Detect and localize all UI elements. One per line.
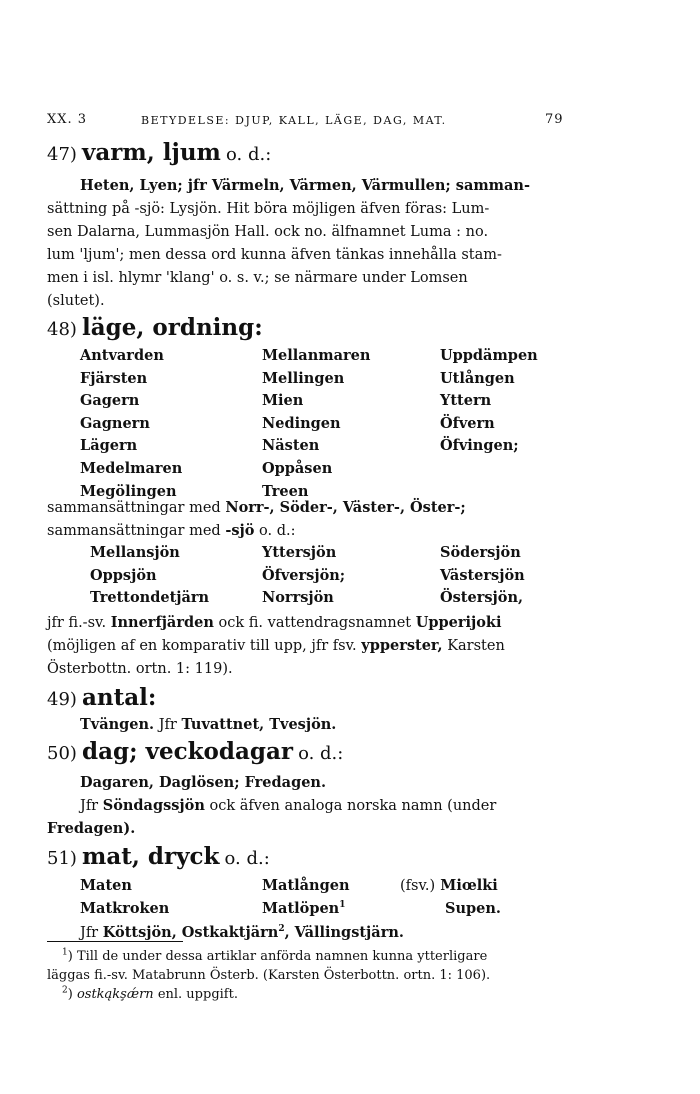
s51-miaelki: Miœlki xyxy=(440,877,498,894)
section-47-title: varm, ljum xyxy=(82,139,221,166)
s48-col1-word-5: Lägern xyxy=(80,437,138,455)
footnote-2-text: enl. uppgift. xyxy=(157,987,238,1002)
section-51-od: o. d.: xyxy=(224,848,270,869)
s51-matlopen-text: Matlöpen xyxy=(262,900,340,917)
s48-line-norr xyxy=(47,497,466,519)
s51-footnote-ref-1: 1 xyxy=(339,900,346,911)
section-47-heading xyxy=(47,139,271,166)
s48-sjo1-word-3: Trettondetjärn xyxy=(90,589,210,607)
s48-upperijoki: Upperijoki xyxy=(415,614,502,631)
s51-supen: Supen. xyxy=(445,900,501,917)
s50-jfr: Jfr xyxy=(80,798,99,814)
s48-col2-word-1: Mellanmaren xyxy=(262,347,371,364)
s47-line-2: sättning på -sjö: Lysjön. Hit böra möjligen äfven föras: Lum- xyxy=(47,201,490,217)
s48-compounds-od: o. d.: xyxy=(259,523,296,539)
s48-mojligen-text: (möjligen af en komparativ till upp, jfr fsv. xyxy=(47,638,357,654)
s48-line-osterbottn: Österbottn. ortn. 1: 119). xyxy=(47,661,233,677)
s48-col1-word-6: Medelmaren xyxy=(80,460,183,477)
s48-jfr-text: jfr fi.-sv. xyxy=(47,615,107,631)
s47-line-5: men i isl. hlymr 'klang' o. s. v.; se närmare under Lomsen xyxy=(47,270,468,286)
s51-fsv: (fsv.) xyxy=(400,878,436,894)
s48-compounds-label: sammansättningar med xyxy=(47,500,221,516)
section-number: XX. 3 xyxy=(47,112,88,127)
section-48-number: 48) xyxy=(47,319,77,340)
s48-innerfjarden: Innerfjärden xyxy=(110,614,214,631)
s48-col2-word-6: Oppåsen xyxy=(262,460,333,477)
s48-col1-word-7: Megölingen xyxy=(80,482,177,500)
page-number: 79 xyxy=(545,112,564,127)
section-49-title: antal: xyxy=(82,684,157,711)
section-48-title: läge, ordning: xyxy=(82,314,263,341)
s48-col3-word-4: Öfvern xyxy=(440,414,495,432)
running-title: BETYDELSE: DJUP, KALL, LÄGE, DAG, MAT. xyxy=(141,114,447,127)
s48-col1-word-3: Gagern xyxy=(80,392,140,410)
s49-jfr: Jfr xyxy=(158,717,177,733)
footnote-1-line-1 xyxy=(62,949,487,964)
s47-line-3: sen Dalarna, Lummasjön Hall. ock no. älfnamnet Luma : no. xyxy=(47,224,489,240)
s51-miaelki-line xyxy=(400,877,498,894)
s48-col1-word-2: Fjärsten xyxy=(80,369,148,387)
s48-ypperster: ypperster, xyxy=(361,637,443,654)
section-47-number: 47) xyxy=(47,144,77,165)
s51-matlangen: Matlången xyxy=(262,877,350,894)
section-50-heading xyxy=(47,738,343,765)
s48-col1-word-4: Gagnern xyxy=(80,414,150,432)
section-47-od: o. d.: xyxy=(225,144,272,165)
s50-analoga: ock äfven analoga norska namn (under xyxy=(209,798,497,814)
s48-col2-word-7: Treen xyxy=(262,482,309,500)
s51-kottsjon: Köttsjön, Ostkaktjärn xyxy=(102,924,279,941)
s49-line-1 xyxy=(80,714,336,736)
section-51-heading xyxy=(47,843,270,870)
footnote-2-mark: 2 xyxy=(62,985,68,996)
s50-line-3: Fredagen). xyxy=(47,820,136,837)
section-50-title: dag; veckodagar xyxy=(82,738,293,765)
s48-line-mojligen xyxy=(47,635,505,657)
section-50-od: o. d.: xyxy=(298,743,344,764)
s48-col3-word-5: Öfvingen; xyxy=(440,437,519,455)
s48-sjo1-word-1: Mellansjön xyxy=(90,544,180,561)
s48-compounds-norr: Norr-, Söder-, Väster-, Öster-; xyxy=(225,499,466,516)
s48-col2-word-2: Mellingen xyxy=(262,369,345,387)
s48-compounds-sjo: -sjö xyxy=(225,522,255,539)
s48-col3-word-1: Uppdämpen xyxy=(440,347,538,364)
s47-line-1: Heten, Lyen; jfr Värmeln, Värmen, Värmullen; samman- xyxy=(80,177,530,194)
s48-compounds-label-2: sammansättningar med xyxy=(47,523,221,539)
s48-sjo2-word-3: Norrsjön xyxy=(262,589,334,607)
s51-matkroken: Matkroken xyxy=(80,900,170,917)
s48-karsten: Karsten xyxy=(447,638,505,654)
s48-sjo2-word-1: Yttersjön xyxy=(262,544,337,561)
s48-col1-word-1: Antvarden xyxy=(80,347,164,364)
footnote-2 xyxy=(62,987,238,1002)
s51-footnote-ref-2: 2 xyxy=(278,924,285,935)
s49-tvangen: Tvängen. xyxy=(80,716,155,733)
section-51-title: mat, dryck xyxy=(82,843,220,870)
footnote-1-mark: 1 xyxy=(62,947,68,958)
s50-line-2 xyxy=(80,795,496,817)
s48-line-jfr xyxy=(47,612,502,634)
s50-sondagssjon: Söndagssjön xyxy=(102,797,205,814)
s51-jfr: Jfr xyxy=(80,925,99,941)
s51-maten: Maten xyxy=(80,877,132,894)
s50-line-1: Dagaren, Daglösen; Fredagen. xyxy=(80,774,327,791)
s48-sjo3-word-3: Östersjön, xyxy=(440,589,524,607)
section-49-number: 49) xyxy=(47,689,77,710)
s48-sjo1-word-2: Oppsjön xyxy=(90,566,157,584)
section-50-number: 50) xyxy=(47,743,77,764)
s49-tuvattnet: Tuvattnet, Tvesjön. xyxy=(181,716,337,733)
s47-line-6: (slutet). xyxy=(47,293,105,309)
s48-jfr-text-2: ock fi. vattendragsnamnet xyxy=(218,615,412,631)
s48-col2-word-4: Nedingen xyxy=(262,414,341,432)
footnote-2-paren: ) xyxy=(67,987,73,1002)
s51-vallingstjarn: , Vällingstjärn. xyxy=(284,924,404,941)
s48-sjo2-word-2: Öfversjön; xyxy=(262,566,346,584)
s48-col3-word-2: Utlången xyxy=(440,369,515,387)
s48-sjo3-word-1: Södersjön xyxy=(440,544,521,561)
s48-line-sjo xyxy=(47,520,296,542)
s48-sjo3-word-2: Västersjön xyxy=(440,566,525,584)
s48-col3-word-3: Yttern xyxy=(440,392,492,410)
s51-matlopen xyxy=(262,900,346,917)
s48-col2-word-3: Mien xyxy=(262,392,304,410)
section-51-number: 51) xyxy=(47,848,77,869)
section-48-heading xyxy=(47,314,263,341)
footnote-2-pronunciation: ostkąkşǽrn xyxy=(76,987,154,1002)
footnote-1-text: ) Till de under dessa artiklar anförda namnen kunna ytterligare xyxy=(67,949,488,964)
footnote-1-line-2: läggas fi.-sv. Matabrunn Österb. (Karsten Österbottn. ortn. 1: 106). xyxy=(47,968,491,983)
section-49-heading xyxy=(47,684,156,711)
footnote-rule xyxy=(47,941,183,942)
s47-line-4: lum 'ljum'; men dessa ord kunna äfven tänkas innehålla stam- xyxy=(47,247,502,263)
s48-col2-word-5: Nästen xyxy=(262,437,320,455)
